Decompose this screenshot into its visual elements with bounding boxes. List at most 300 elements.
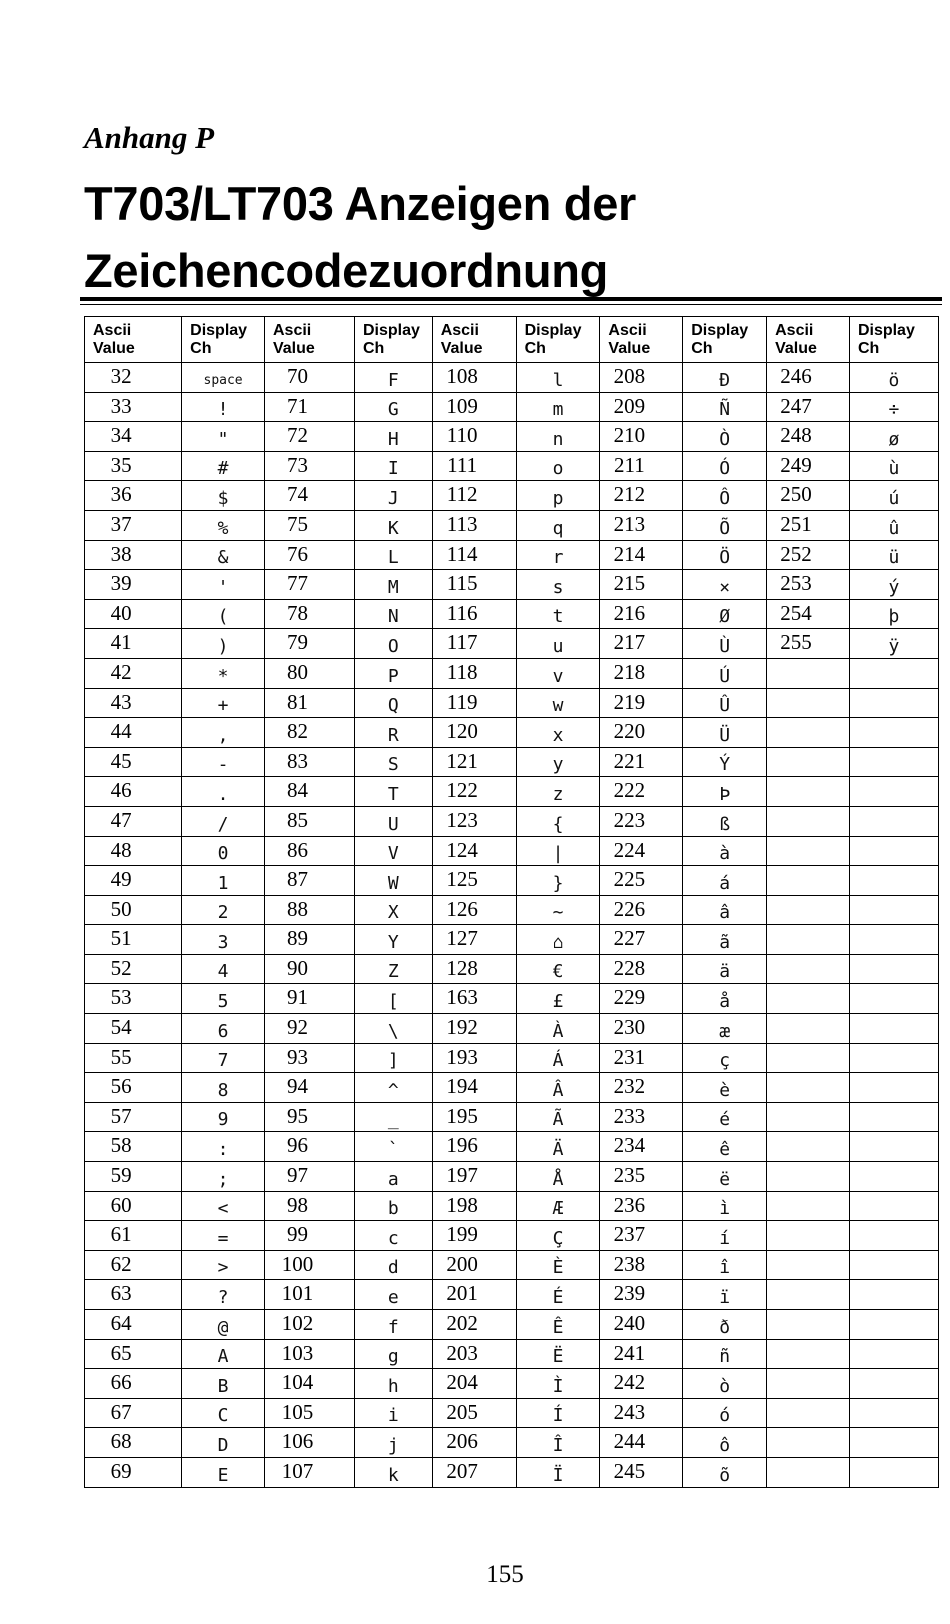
ascii-value-cell [85,1102,182,1132]
display-char-cell [849,1132,938,1162]
ascii-value-cell [264,1043,354,1073]
ascii-value-cell [264,984,354,1014]
display-char-cell: z [516,777,600,807]
ascii-value-cell [767,1191,850,1221]
display-char-cell: à [683,836,767,866]
display-char-cell: ` [354,1132,432,1162]
ascii-value-cell [264,806,354,836]
ascii-value: 232 [613,1074,646,1099]
display-char-cell [849,954,938,984]
table-body [85,363,939,1488]
ascii-value: 209 [613,393,646,418]
ascii-value-cell [600,1073,683,1103]
table-row [85,1250,939,1280]
display-char-cell: A [182,1339,265,1369]
display-char-cell: N [354,599,432,629]
ascii-value-cell [600,984,683,1014]
display-char-cell: ! [182,392,265,422]
ascii-value: 223 [613,807,646,832]
ascii-value: 61 [110,1222,132,1247]
ascii-value-cell [264,1221,354,1251]
ascii-value: 90 [286,955,308,980]
ascii-value: 201 [446,1281,478,1306]
ascii-value: 198 [446,1192,478,1217]
header-line: Ascii [93,321,132,339]
ascii-value-cell [432,777,516,807]
display-char-cell: ' [182,570,265,600]
display-char-cell: L [354,540,432,570]
display-char-cell: þ [849,599,938,629]
header-line: Ascii [272,321,312,339]
ascii-value: 103 [281,1340,314,1365]
ascii-value: 231 [613,1044,646,1069]
display-char-cell: ( [182,599,265,629]
ascii-value-cell [767,1369,850,1399]
ascii-value: 210 [613,423,646,448]
ascii-value-cell [432,895,516,925]
ascii-value: 254 [780,600,812,625]
ascii-value-cell [600,806,683,836]
display-char-cell [849,806,938,836]
ascii-value-cell [767,1102,850,1132]
display-char-cell: Ò [683,422,767,452]
display-char-cell: f [354,1310,432,1340]
ascii-value: 126 [446,896,478,921]
display-char-cell: w [516,688,600,718]
ascii-value-cell [264,777,354,807]
ascii-value-cell [432,1073,516,1103]
display-char-cell: ø [849,422,938,452]
ascii-value-cell [432,629,516,659]
display-char-cell: k [354,1457,432,1487]
ascii-value: 70 [286,364,308,388]
ascii-value-cell [432,1339,516,1369]
ascii-value: 116 [446,600,478,625]
ascii-value-cell [85,925,182,955]
ascii-value-cell [264,1457,354,1487]
ascii-value-cell [600,599,683,629]
ascii-value: 86 [286,837,308,862]
ascii-value: 206 [446,1429,478,1454]
ascii-value-cell [432,806,516,836]
display-char-cell: ý [849,570,938,600]
ascii-value: 47 [110,807,132,832]
ascii-value: 255 [780,630,812,655]
display-char-cell: Å [516,1162,600,1192]
header-display-ch [849,317,938,363]
display-char-cell: ê [683,1132,767,1162]
ascii-value-cell [432,1043,516,1073]
ascii-value-cell [264,451,354,481]
ascii-value: 78 [286,600,308,625]
ascii-value: 218 [613,659,646,684]
header-line: Value [272,339,315,357]
display-char-cell: Þ [683,777,767,807]
ascii-value: 62 [110,1251,132,1276]
ascii-value-cell [767,1457,850,1487]
ascii-value-cell [600,1043,683,1073]
ascii-value-cell [767,895,850,925]
header-line: Ch [691,339,713,357]
ascii-value: 197 [446,1163,478,1188]
ascii-value-cell [600,777,683,807]
ascii-value-cell [767,866,850,896]
display-char-cell: v [516,658,600,688]
ascii-value: 228 [613,955,646,980]
ascii-value-cell [767,658,850,688]
display-char-cell: Ó [683,451,767,481]
display-char-cell: 7 [182,1043,265,1073]
display-char-cell: ] [354,1043,432,1073]
table-row [85,1043,939,1073]
ascii-value-cell [432,836,516,866]
table-row [85,1162,939,1192]
ascii-value-cell [432,688,516,718]
ascii-value: 82 [286,719,308,744]
ascii-value: 98 [286,1192,308,1217]
ascii-value-cell [85,1162,182,1192]
ascii-value-cell [600,1457,683,1487]
ascii-value-cell [767,777,850,807]
display-char-cell: Ã [516,1102,600,1132]
ascii-value-cell [767,1014,850,1044]
table-row [85,954,939,984]
ascii-value-cell [264,1280,354,1310]
ascii-value: 60 [110,1192,132,1217]
display-char-cell [849,1280,938,1310]
display-char-cell: space [182,363,265,393]
ascii-value-cell [432,451,516,481]
ascii-value-cell [85,1310,182,1340]
ascii-value: 250 [780,482,812,507]
ascii-value: 216 [613,600,646,625]
display-char-cell: p [516,481,600,511]
table-row [85,658,939,688]
header-line: Value [775,339,817,357]
ascii-value-cell [432,1162,516,1192]
display-char-cell: Ù [683,629,767,659]
table-row [85,510,939,540]
display-char-cell: l [516,363,600,393]
ascii-value-cell [767,688,850,718]
display-char-cell: ù [849,451,938,481]
ascii-value-cell [600,392,683,422]
header-line: Ch [190,339,212,357]
display-char-cell: : [182,1132,265,1162]
ascii-value: 245 [613,1458,646,1483]
display-char-cell: " [182,422,265,452]
ascii-value: 233 [613,1103,646,1128]
display-char-cell: j [354,1428,432,1458]
ascii-value: 36 [110,482,132,507]
display-char-cell: T [354,777,432,807]
display-char-cell: í [683,1221,767,1251]
display-char-cell [849,1043,938,1073]
display-char-cell [849,1339,938,1369]
ascii-value-cell [767,1310,850,1340]
ascii-value: 222 [613,778,646,803]
table-row [85,629,939,659]
ascii-value: 248 [780,423,812,448]
ascii-value-cell [264,1014,354,1044]
display-char-cell: _ [354,1102,432,1132]
table-row [85,1191,939,1221]
ascii-value: 237 [613,1222,646,1247]
ascii-value-cell [264,1398,354,1428]
ascii-value: 124 [446,837,478,862]
ascii-value: 73 [286,452,308,477]
display-char-cell: { [516,806,600,836]
ascii-value-cell [767,1398,850,1428]
ascii-value: 72 [286,423,308,448]
ascii-value-cell [432,1102,516,1132]
display-char-cell: ⌂ [516,925,600,955]
display-char-cell: Ö [683,540,767,570]
ascii-value: 199 [446,1222,478,1247]
ascii-value-cell [264,1339,354,1369]
ascii-value-cell [432,599,516,629]
display-char-cell: % [182,510,265,540]
display-char-cell: & [182,540,265,570]
table-row [85,1310,939,1340]
ascii-value: 37 [110,511,132,536]
ascii-value-cell [600,1339,683,1369]
ascii-value: 66 [110,1370,132,1395]
display-char-cell: æ [683,1014,767,1044]
display-char-cell: Ä [516,1132,600,1162]
display-char-cell [849,1250,938,1280]
display-char-cell [849,1014,938,1044]
display-char-cell: É [516,1280,600,1310]
display-char-cell: Z [354,954,432,984]
table-row [85,481,939,511]
ascii-value: 71 [286,393,308,418]
display-char-cell: 2 [182,895,265,925]
display-char-cell: ; [182,1162,265,1192]
ascii-value: 41 [110,630,132,655]
display-char-cell [849,1191,938,1221]
ascii-value: 211 [613,452,645,477]
page-title: T703/LT703 Anzeigen der Zeichencodezuordnung [84,177,637,297]
table-row [85,570,939,600]
ascii-value: 48 [110,837,132,862]
display-char-cell: } [516,866,600,896]
ascii-value-cell [600,1102,683,1132]
ascii-value: 54 [110,1015,132,1040]
table-row [85,1014,939,1044]
ascii-value: 110 [446,423,478,448]
header-display-ch [182,317,265,363]
display-char-cell [849,1073,938,1103]
ascii-value: 127 [446,926,478,951]
ascii-value-cell [767,392,850,422]
display-char-cell [849,747,938,777]
ascii-value: 120 [446,719,478,744]
display-char-cell: ì [683,1191,767,1221]
ascii-value-cell [600,481,683,511]
header-ascii-value [600,317,683,363]
display-char-cell: I [354,451,432,481]
ascii-value: 101 [281,1281,314,1306]
ascii-value-cell [600,718,683,748]
ascii-value: 111 [447,452,478,477]
display-char-cell: ä [683,954,767,984]
display-char-cell: ó [683,1398,767,1428]
ascii-value: 214 [613,541,646,566]
table-row [85,984,939,1014]
display-char-cell [849,1310,938,1340]
ascii-value: 193 [446,1044,478,1069]
ascii-value-cell [432,1250,516,1280]
ascii-value-cell [85,984,182,1014]
ascii-value: 163 [446,985,478,1010]
ascii-value-cell [432,1398,516,1428]
ascii-value-cell [85,777,182,807]
ascii-value: 122 [446,778,478,803]
ascii-value: 241 [613,1340,646,1365]
ascii-value-cell [432,1191,516,1221]
ascii-value: 107 [281,1458,314,1483]
header-line: Ascii [775,321,814,339]
display-char-cell: Ú [683,658,767,688]
display-char-cell: , [182,718,265,748]
display-char-cell: E [182,1457,265,1487]
ascii-value-cell [85,1014,182,1044]
ascii-value: 38 [110,541,132,566]
ascii-value-cell [85,599,182,629]
display-char-cell: Ü [683,718,767,748]
ascii-value: 57 [110,1103,132,1128]
ascii-value: 50 [110,896,132,921]
ascii-value: 52 [110,955,132,980]
title-rule-thick [80,297,942,301]
ascii-value-cell [600,1191,683,1221]
display-char-cell: ~ [516,895,600,925]
ascii-value: 58 [110,1133,132,1158]
ascii-value-cell [85,422,182,452]
ascii-value: 100 [281,1251,314,1276]
display-char-cell: u [516,629,600,659]
ascii-value: 234 [613,1133,646,1158]
table-row [85,599,939,629]
display-char-cell: Í [516,1398,600,1428]
ascii-value-cell [432,984,516,1014]
table-row [85,1369,939,1399]
character-code-table [84,316,939,1488]
display-char-cell: J [354,481,432,511]
display-char-cell [849,836,938,866]
table-row [85,836,939,866]
ascii-value: 196 [446,1133,478,1158]
ascii-value-cell [85,688,182,718]
ascii-value: 39 [110,571,132,596]
table-row [85,422,939,452]
ascii-value-cell [432,747,516,777]
display-char-cell: ï [683,1280,767,1310]
header-line: Display [857,321,915,339]
ascii-value-cell [85,510,182,540]
ascii-value-cell [767,1132,850,1162]
ascii-value-cell [264,866,354,896]
header-ascii-value [85,317,182,363]
ascii-value-cell [600,1250,683,1280]
ascii-value: 194 [446,1074,478,1099]
display-char-cell: r [516,540,600,570]
ascii-value: 105 [281,1399,314,1424]
ascii-value: 115 [446,571,478,596]
ascii-value-cell [600,363,683,393]
ascii-value-cell [600,925,683,955]
display-char-cell [849,1369,938,1399]
ascii-value-cell [264,836,354,866]
ascii-value: 91 [286,985,308,1010]
header-ascii-value [767,317,850,363]
ascii-value-cell [264,747,354,777]
ascii-value-cell [85,1073,182,1103]
table-row [85,1398,939,1428]
display-char-cell: t [516,599,600,629]
display-char-cell: B [182,1369,265,1399]
ascii-value-cell [767,1073,850,1103]
display-char-cell: + [182,688,265,718]
display-char-cell: ë [683,1162,767,1192]
ascii-value-cell [264,1132,354,1162]
display-char-cell: s [516,570,600,600]
ascii-value: 44 [110,719,132,744]
ascii-value-cell [264,718,354,748]
ascii-value: 83 [286,748,308,773]
display-char-cell: ? [182,1280,265,1310]
ascii-value-cell [264,1310,354,1340]
header-ascii-value [264,317,354,363]
display-char-cell: £ [516,984,600,1014]
display-char-cell: ÷ [849,392,938,422]
ascii-value: 65 [110,1340,132,1365]
ascii-value-cell [264,629,354,659]
ascii-value-cell [432,1369,516,1399]
display-char-cell: m [516,392,600,422]
ascii-value: 239 [613,1281,646,1306]
ascii-value-cell [85,895,182,925]
display-char-cell: Y [354,925,432,955]
ascii-value: 205 [446,1399,478,1424]
table-row [85,392,939,422]
display-char-cell: [ [354,984,432,1014]
ascii-value: 67 [110,1399,132,1424]
ascii-value: 76 [286,541,308,566]
ascii-value: 202 [446,1311,478,1335]
display-char-cell: 5 [182,984,265,1014]
ascii-value-cell [264,1073,354,1103]
ascii-value-cell [767,747,850,777]
ascii-value-cell [432,954,516,984]
display-char-cell: 4 [182,954,265,984]
ascii-value: 123 [446,807,478,832]
ascii-value-cell [767,1043,850,1073]
ascii-value: 85 [286,807,308,832]
display-char-cell: \ [354,1014,432,1044]
display-char-cell [849,984,938,1014]
header-line: Value [608,339,651,357]
display-char-cell: = [182,1221,265,1251]
ascii-value: 69 [110,1458,132,1483]
ascii-value: 87 [286,867,308,892]
display-char-cell: * [182,658,265,688]
display-char-cell: Ì [516,1369,600,1399]
ascii-value: 81 [286,689,308,714]
table-row [85,1073,939,1103]
header-display-ch [354,317,432,363]
